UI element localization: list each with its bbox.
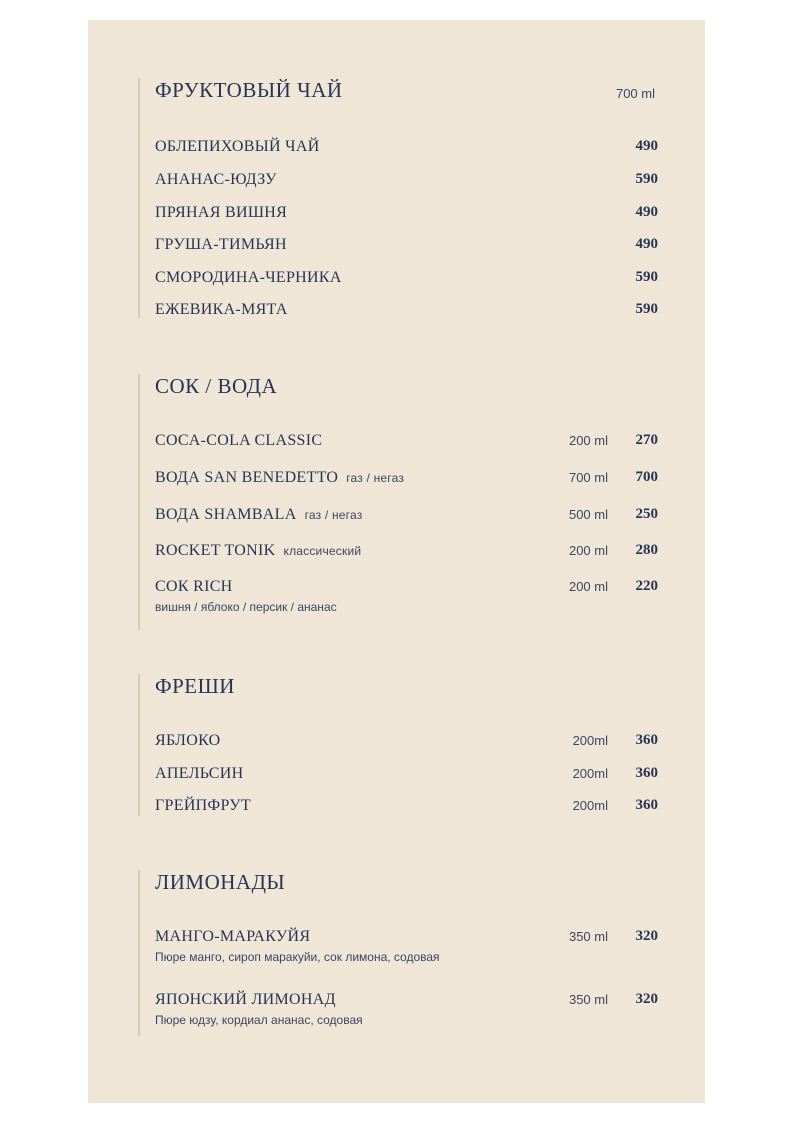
section-title: ЛИМОНАДЫ	[155, 870, 286, 894]
menu-item	[155, 236, 658, 256]
item-price: 490	[635, 138, 658, 154]
item-price: 360	[635, 765, 658, 781]
item-price: 490	[635, 236, 658, 252]
menu-item	[155, 204, 658, 224]
item-name: ВОДА SHAMBALA газ / негаз	[155, 506, 363, 523]
menu-item	[155, 269, 658, 289]
item-volume: 200ml	[572, 798, 608, 813]
item-price: 360	[635, 797, 658, 813]
item-name: ЯБЛОКО	[155, 732, 221, 749]
item-note: газ / негаз	[346, 471, 405, 485]
item-volume: 200ml	[572, 733, 608, 748]
menu-item	[155, 732, 658, 752]
item-volume: 500 ml	[568, 507, 608, 522]
menu-item	[155, 797, 658, 817]
section-lemonades	[138, 870, 658, 1040]
section-title: ФРЕШИ	[155, 674, 235, 698]
item-name: ГРУША-ТИМЬЯН	[155, 236, 287, 253]
item-note: классический	[283, 544, 362, 558]
item-description: вишня / яблоко / персик / ананас	[155, 600, 337, 614]
item-price: 280	[635, 542, 658, 558]
item-volume: 350 ml	[568, 992, 608, 1007]
item-price: 590	[635, 301, 658, 317]
menu-item	[155, 928, 658, 968]
item-name: ROCKET TONIK классический	[155, 542, 362, 559]
item-price: 270	[635, 432, 658, 448]
item-name: СОК RICH	[155, 578, 233, 595]
section-divider-line	[138, 674, 140, 816]
item-note: газ / негаз	[304, 508, 363, 522]
item-name: ЯПОНСКИЙ ЛИМОНАД	[155, 991, 336, 1008]
section-juice-water	[138, 374, 658, 634]
item-price: 490	[635, 204, 658, 220]
item-price: 220	[635, 578, 658, 594]
menu-item	[155, 138, 658, 158]
item-price: 320	[635, 991, 658, 1007]
item-volume: 350 ml	[568, 929, 608, 944]
item-volume: 200ml	[572, 766, 608, 781]
section-volume: 700 ml	[615, 86, 655, 101]
item-price: 590	[635, 171, 658, 187]
item-volume: 700 ml	[568, 470, 608, 485]
item-name: АПЕЛЬСИН	[155, 765, 244, 782]
section-fresh	[138, 674, 658, 824]
item-description: Пюре юдзу, кордиал ананас, содовая	[155, 1013, 363, 1027]
section-divider-line	[138, 870, 140, 1036]
item-name: ПРЯНАЯ ВИШНЯ	[155, 204, 288, 221]
item-description: Пюре манго, сироп маракуйи, сок лимона, содовая	[155, 950, 440, 964]
item-name: ЕЖЕВИКА-МЯТА	[155, 301, 288, 318]
menu-item	[155, 506, 658, 526]
item-volume: 200 ml	[568, 543, 608, 558]
item-volume: 200 ml	[568, 579, 608, 594]
section-fruit-tea	[138, 78, 658, 320]
item-volume: 200 ml	[568, 433, 608, 448]
section-divider-line	[138, 78, 140, 318]
item-price: 250	[635, 506, 658, 522]
item-name: ОБЛЕПИХОВЫЙ ЧАЙ	[155, 138, 320, 155]
item-name: ГРЕЙПФРУТ	[155, 797, 251, 814]
menu-item	[155, 171, 658, 191]
item-name: МАНГО-МАРАКУЙЯ	[155, 928, 311, 945]
section-title: ФРУКТОВЫЙ ЧАЙ	[155, 78, 343, 102]
item-name: COCA-COLA CLASSIC	[155, 432, 323, 449]
section-divider-line	[138, 374, 140, 630]
item-price: 360	[635, 732, 658, 748]
item-price: 590	[635, 269, 658, 285]
menu-item	[155, 301, 658, 321]
section-title: СОК / ВОДА	[155, 374, 278, 398]
menu-item	[155, 542, 658, 562]
menu-item	[155, 469, 658, 489]
menu-item	[155, 578, 658, 618]
item-price: 320	[635, 928, 658, 944]
menu-item	[155, 991, 658, 1031]
menu-item	[155, 765, 658, 785]
item-name: ВОДА SAN BENEDETTO газ / негаз	[155, 469, 405, 486]
menu-item	[155, 432, 658, 452]
item-price: 700	[635, 469, 658, 485]
item-name: СМОРОДИНА-ЧЕРНИКА	[155, 269, 342, 286]
menu-page	[88, 20, 705, 1103]
item-name: АНАНАС-ЮДЗУ	[155, 171, 277, 188]
